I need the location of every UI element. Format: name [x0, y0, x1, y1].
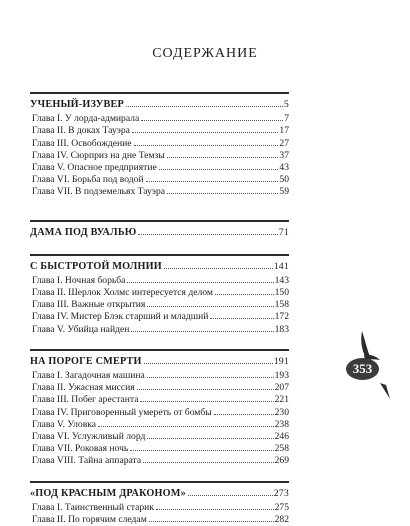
chapter-entry — [30, 162, 289, 174]
chapter-title: Глава V. Опасное предприятие — [32, 162, 157, 174]
dot-leader — [137, 389, 274, 390]
section-page: 141 — [274, 258, 289, 275]
chapter-entry — [30, 275, 289, 287]
chapter-title: Глава III. Побег арестанта — [32, 394, 138, 406]
dot-leader — [98, 426, 274, 427]
dot-leader — [131, 331, 273, 332]
chapter-entry — [30, 287, 289, 299]
section-divider — [30, 349, 289, 351]
dot-leader — [147, 438, 273, 439]
section-divider — [30, 220, 289, 222]
dot-leader — [159, 169, 279, 170]
chapter-page: 43 — [279, 162, 289, 174]
toc-section — [30, 349, 289, 468]
chapter-page: 275 — [275, 502, 289, 514]
chapter-title: Глава IV. Мистер Блэк старший и младший — [32, 311, 208, 323]
section-title: УЧЕНЫЙ-ИЗУВЕР — [30, 96, 124, 113]
chapter-title: Глава III. Освобождение — [32, 138, 132, 150]
chapter-page: 50 — [279, 174, 289, 186]
section-page: 71 — [279, 224, 289, 241]
chapter-title: Глава II. В доках Тауэра — [32, 125, 130, 137]
section-page: 191 — [274, 353, 289, 370]
chapter-title: Глава V. Уловка — [32, 419, 96, 431]
chapter-page: 246 — [275, 431, 289, 443]
page-title: СОДЕРЖАНИЕ — [0, 46, 410, 62]
chapter-entry — [30, 138, 289, 150]
dot-leader — [126, 106, 283, 107]
dot-leader — [167, 193, 278, 194]
chapter-page: 143 — [275, 275, 289, 287]
section-title: НА ПОРОГЕ СМЕРТИ — [30, 353, 142, 370]
dot-leader — [210, 318, 273, 319]
chapter-title: Глава I. Загадочная машина — [32, 370, 145, 382]
chapter-entry — [30, 431, 289, 443]
dot-leader — [156, 509, 274, 510]
section-heading — [30, 485, 289, 502]
section-divider — [30, 92, 289, 94]
chapter-page: 221 — [275, 394, 289, 406]
chapter-entry — [30, 125, 289, 137]
section-title: ДАМА ПОД ВУАЛЬЮ — [30, 224, 136, 241]
dot-leader — [127, 282, 273, 283]
chapter-entry — [30, 299, 289, 311]
dot-leader — [146, 181, 279, 182]
chapter-entry — [30, 186, 289, 198]
page-number-badge: 353 — [346, 358, 379, 380]
dot-leader — [141, 120, 283, 121]
chapter-page: 27 — [279, 138, 289, 150]
dot-leader — [215, 294, 274, 295]
chapter-page: 238 — [275, 419, 289, 431]
chapter-title: Глава VII. Роковая ночь — [32, 443, 128, 455]
chapter-title: Глава I. Ночная борьба — [32, 275, 125, 287]
dot-leader — [134, 145, 279, 146]
chapter-entry — [30, 502, 289, 514]
chapter-entry — [30, 443, 289, 455]
section-page: 273 — [274, 485, 289, 502]
chapter-entry — [30, 382, 289, 394]
chapter-title: Глава VIII. Тайна аппарата — [32, 455, 141, 467]
dot-leader — [147, 306, 273, 307]
section-heading — [30, 353, 289, 370]
dot-leader — [188, 495, 273, 496]
chapter-title: Глава I. У лорда-адмирала — [32, 113, 139, 125]
chapter-title: Глава II. Шерлок Холмс интересуется делом — [32, 287, 213, 299]
section-heading — [30, 224, 289, 241]
section-title: «ПОД КРАСНЫМ ДРАКОНОМ» — [30, 485, 186, 502]
section-heading — [30, 96, 289, 113]
chapter-title: Глава VI. Борьба под водой — [32, 174, 144, 186]
section-divider — [30, 254, 289, 256]
chapter-title: Глава IV. Сюрприз на дне Темзы — [32, 150, 165, 162]
chapter-title: Глава I. Таинственный старик — [32, 502, 154, 514]
chapter-entry — [30, 394, 289, 406]
toc-section — [30, 92, 289, 199]
chapter-page: 282 — [275, 514, 289, 526]
chapter-page: 207 — [275, 382, 289, 394]
dot-leader — [130, 450, 273, 451]
chapter-entry — [30, 407, 289, 419]
chapter-page: 258 — [275, 443, 289, 455]
dot-leader — [167, 157, 279, 158]
chapter-page: 37 — [279, 150, 289, 162]
dot-leader — [214, 414, 274, 415]
chapter-entry — [30, 174, 289, 186]
toc-section — [30, 254, 289, 336]
chapter-entry — [30, 150, 289, 162]
dot-leader — [147, 377, 274, 378]
chapter-page: 150 — [275, 287, 289, 299]
dot-leader — [144, 363, 273, 364]
toc-section — [30, 220, 289, 241]
section-divider — [30, 481, 289, 483]
dot-leader — [132, 132, 278, 133]
chapter-entry — [30, 370, 289, 382]
toc-section — [30, 481, 289, 526]
dot-leader — [140, 401, 273, 402]
section-page: 5 — [284, 96, 289, 113]
chapter-entry — [30, 419, 289, 431]
chapter-entry — [30, 514, 289, 526]
chapter-page: 17 — [279, 125, 289, 137]
dot-leader — [164, 268, 273, 269]
chapter-title: Глава II. По горячим следам — [32, 514, 147, 526]
chapter-title: Глава IV. Приговоренный умереть от бомбы — [32, 407, 212, 419]
dot-leader — [138, 234, 277, 235]
chapter-page: 158 — [275, 299, 289, 311]
dot-leader — [143, 462, 274, 463]
chapter-entry — [30, 324, 289, 336]
chapter-page: 269 — [275, 455, 289, 467]
chapter-page: 230 — [275, 407, 289, 419]
chapter-page: 193 — [275, 370, 289, 382]
chapter-page: 183 — [275, 324, 289, 336]
chapter-page: 172 — [275, 311, 289, 323]
dot-leader — [149, 521, 274, 522]
chapter-entry — [30, 455, 289, 467]
table-of-contents — [30, 92, 289, 526]
chapter-title: Глава II. Ужасная миссия — [32, 382, 135, 394]
section-heading — [30, 258, 289, 275]
chapter-page: 7 — [284, 113, 289, 125]
chapter-title: Глава VI. Услужливый лорд — [32, 431, 145, 443]
chapter-title: Глава III. Важные открытия — [32, 299, 145, 311]
chapter-entry — [30, 113, 289, 125]
chapter-title: Глава V. Убийца найден — [32, 324, 129, 336]
chapter-entry — [30, 311, 289, 323]
chapter-page: 59 — [279, 186, 289, 198]
section-title: С БЫСТРОТОЙ МОЛНИИ — [30, 258, 162, 275]
chapter-title: Глава VII. В подземельях Тауэра — [32, 186, 165, 198]
